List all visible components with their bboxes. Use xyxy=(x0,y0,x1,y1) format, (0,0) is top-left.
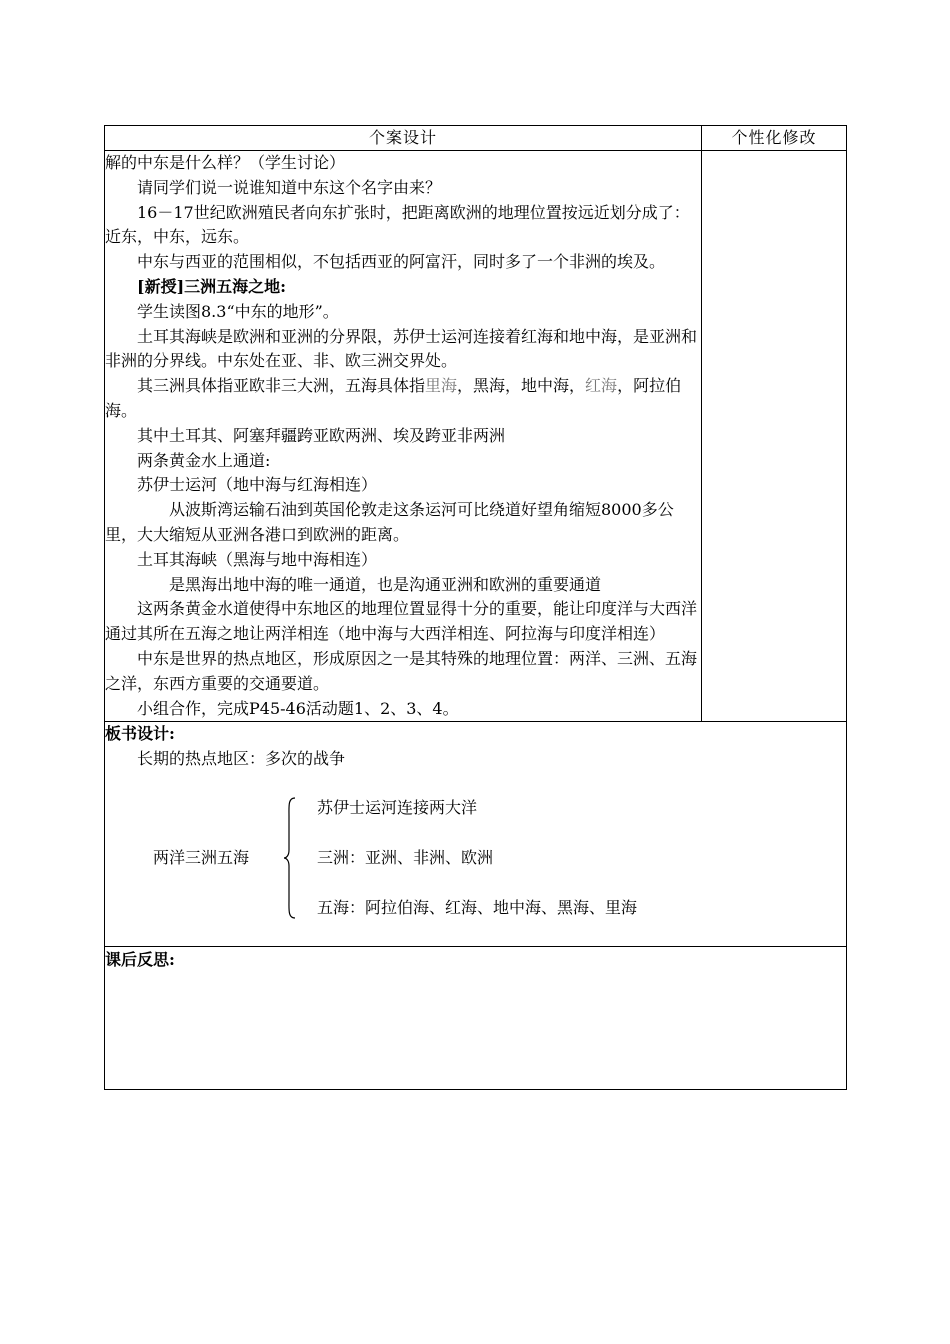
board-title: 板书设计: xyxy=(105,724,175,744)
tree-branch: 苏伊士运河连接两大洋 xyxy=(317,798,478,818)
text-line: 苏伊士运河（地中海与红海相连） xyxy=(137,475,378,495)
text-span-gray: 里海 xyxy=(425,376,458,396)
board-row xyxy=(105,722,847,947)
reflection-cell xyxy=(105,947,847,1090)
header-case-design: 个案设计 xyxy=(105,126,702,151)
lesson-content xyxy=(105,151,702,722)
tree-root: 两洋三洲五海 xyxy=(153,848,250,868)
text-line: 从波斯湾运输石油到英国伦敦走这条运河可比绕道好望角缩短8000多公里，大大缩短从亚洲各港口到欧洲的距离。 xyxy=(105,500,674,544)
content-row xyxy=(105,151,847,722)
header-personal-edit: 个性化修改 xyxy=(702,126,847,151)
board-line: 长期的热点地区：多次的战争 xyxy=(137,749,346,769)
text-line: 是黑海出地中海的唯一通道，也是沟通亚洲和欧洲的重要通道 xyxy=(169,574,602,594)
text-line: 小组合作，完成P45-46活动题1、2、3、4。 xyxy=(137,698,459,718)
text-line: 土耳其海峡（黑海与地中海相连） xyxy=(137,549,378,569)
reflection-title: 课后反思: xyxy=(105,950,175,970)
brace-icon xyxy=(283,796,297,920)
board-tree xyxy=(105,796,825,926)
text-line: 这两条黄金水道使得中东地区的地理位置显得十分的重要，能让印度洋与大西洋通过其所在五海之地让两洋相连（地中海与大西洋相连、阿拉海与印度洋相连） xyxy=(105,599,698,644)
section-heading: [新授]三洲五海之地: xyxy=(137,276,287,296)
text-span: ，阿拉伯海。 xyxy=(105,376,682,420)
tree-branch: 五海：阿拉伯海、红海、地中海、黑海、里海 xyxy=(317,898,638,918)
text-span: 其三洲具体指亚欧非三大洲，五海具体指 xyxy=(137,376,426,396)
personal-edit-cell xyxy=(702,151,847,722)
text-line: 土耳其海峡是欧洲和亚洲的分界限，苏伊士运河连接着红海和地中海，是亚洲和非洲的分界线。中东处在亚、非、欧三洲交界处。 xyxy=(105,326,698,371)
text-line: 两条黄金水上通道: xyxy=(137,450,271,470)
text-line: 中东与西亚的范围相似，不包括西亚的阿富汗，同时多了一个非洲的埃及。 xyxy=(137,252,666,272)
text-line: 16－17世纪欧洲殖民者向东扩张时，把距离欧洲的地理位置按远近划分成了：近东，中东，远东。 xyxy=(105,202,690,247)
text-span: ，黑海，地中海， xyxy=(457,376,586,396)
text-line: 请同学们说一说谁知道中东这个名字由来？ xyxy=(137,177,442,197)
text-span-gray: 红海 xyxy=(585,376,618,396)
text-line: 中东是世界的热点地区，形成原因之一是其特殊的地理位置：两洋、三洲、五海之洋，东西方重要的交通要道。 xyxy=(105,648,698,693)
text-line: 学生读图8.3“中东的地形”。 xyxy=(137,301,339,321)
text-line: 其中土耳其、阿塞拜疆跨亚欧两洲、埃及跨亚非两洲 xyxy=(137,425,506,445)
lesson-plan-table xyxy=(104,125,847,1090)
text-line: 解的中东是什么样？（学生讨论） xyxy=(105,153,346,172)
text-line xyxy=(105,374,701,424)
header-row xyxy=(105,126,847,151)
board-design xyxy=(105,722,847,947)
tree-branch: 三洲：亚洲、非洲、欧洲 xyxy=(317,848,494,868)
reflection-row xyxy=(105,947,847,1090)
